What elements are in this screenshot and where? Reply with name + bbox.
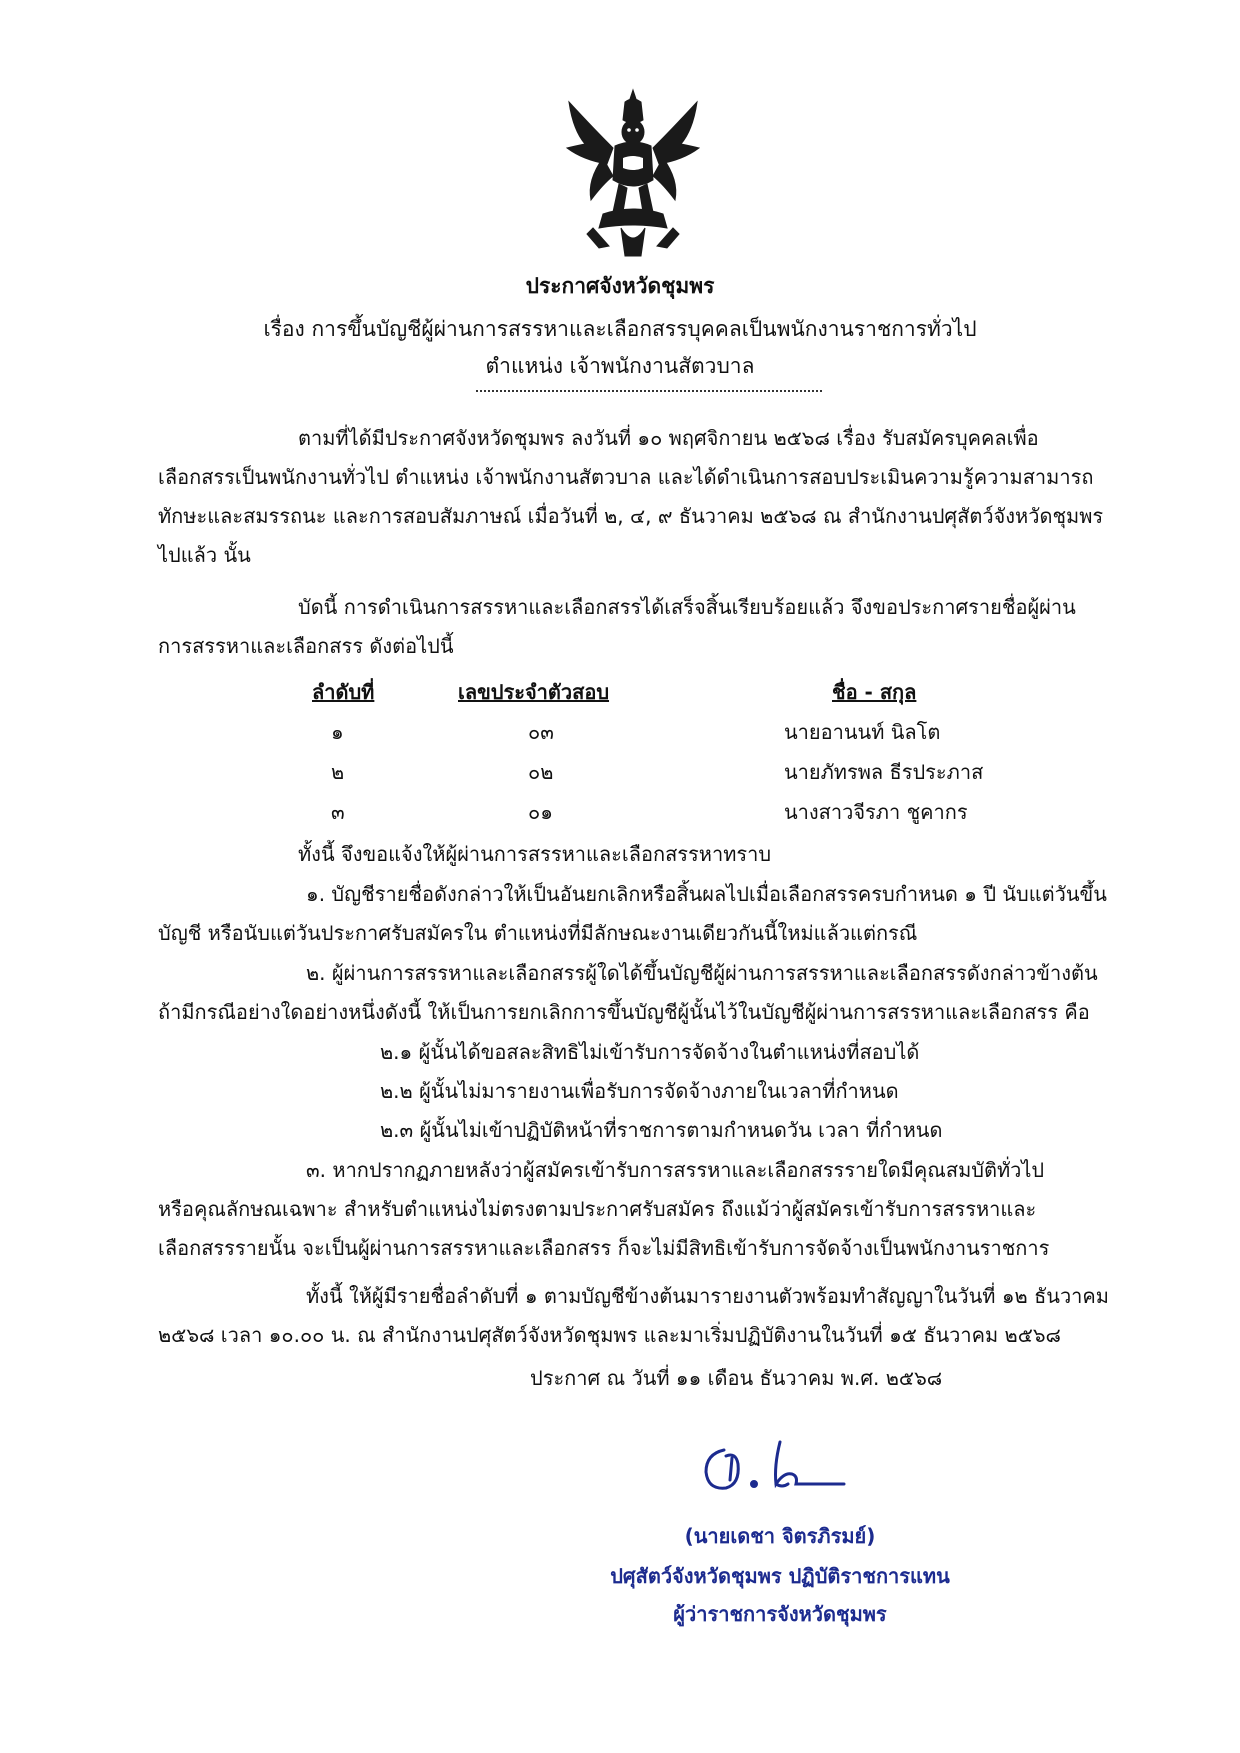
table-cell-exam-no: ๐๓: [528, 720, 554, 744]
announce-line-2: การสรรหาและเลือกสรร ดังต่อไปนี้: [158, 634, 454, 658]
table-cell-exam-no: ๐๒: [528, 760, 554, 784]
intro-line-4: ไปแล้ว นั้น: [158, 543, 251, 567]
signatory-title: ปศุสัตว์จังหวัดชุมพร ปฏิบัติราชการแทน: [610, 1564, 950, 1588]
signatory-acting-for: ผู้ว่าราชการจังหวัดชุมพร: [673, 1602, 887, 1626]
intro-line-3: ทักษะและสมรรถนะ และการสอบสัมภาษณ์ เมื่อวันที่ ๒, ๔, ๙ ธันวาคม ๒๕๖๘ ณ สำนักงานปศุสัตว์จังหวัดชุมพร: [158, 504, 1104, 528]
condition-3-line-3: เลือกสรรรายนั้น จะเป็นผู้ผ่านการสรรหาและเลือกสรร ก็จะไม่มีสิทธิเข้ารับการจัดจ้างเป็นพนักงานราชการ: [158, 1236, 1050, 1260]
condition-1-line-2: บัญชี หรือนับแต่วันประกาศรับสมัครใน ตำแหน่งที่มีลักษณะงานเดียวกันนี้ใหม่แล้วแต่กรณี: [158, 921, 918, 945]
table-cell-order: ๑: [331, 720, 344, 744]
table-cell-name: นายภัทรพล ธีรประภาส: [784, 760, 984, 784]
condition-2-line-2: ถ้ามีกรณีอย่างใดอย่างหนึ่งดังนี้ ให้เป็นการยกเลิกการขึ้นบัญชีผู้นั้นไว้ในบัญชีผู้ผ่านการสรรหาและเลือกสรร คือ: [158, 1000, 1090, 1024]
announcement-position: ตำแหน่ง เจ้าพนักงานสัตวบาล: [485, 354, 755, 378]
closing-line-2: ๒๕๖๘ เวลา ๑๐.๐๐ น. ณ สำนักงานปศุสัตว์จังหวัดชุมพร และมาเริ่มปฏิบัติงานในวันที่ ๑๕ ธันวาคม ๒๕๖๘: [158, 1323, 1061, 1347]
table-header-exam-no: เลขประจำตัวสอบ: [458, 680, 610, 704]
dotted-divider: [476, 390, 822, 392]
garuda-emblem-icon: [563, 88, 703, 258]
condition-2-3: ๒.๓ ผู้นั้นไม่เข้าปฏิบัติหน้าที่ราชการตามกำหนดวัน เวลา ที่กำหนด: [380, 1118, 943, 1142]
conditions-intro: ทั้งนี้ จึงขอแจ้งให้ผู้ผ่านการสรรหาและเลือกสรรหาทราบ: [298, 842, 772, 866]
table-cell-name: นางสาวจีรภา ชูคากร: [784, 800, 968, 824]
table-header-order: ลำดับที่: [312, 680, 375, 704]
signatory-name: (นายเดชา จิตรภิรมย์): [684, 1524, 876, 1548]
table-cell-name: นายอานนท์ นิลโต: [784, 720, 941, 744]
table-header-name: ชื่อ - สกุล: [832, 680, 917, 704]
announcement-title: ประกาศจังหวัดชุมพร: [525, 274, 715, 298]
announce-line-1: บัดนี้ การดำเนินการสรรหาและเลือกสรรได้เสร็จสิ้นเรียบร้อยแล้ว จึงขอประกาศรายชื่อผู้ผ่าน: [298, 595, 1076, 619]
condition-1-line-1: ๑. บัญชีรายชื่อดังกล่าวให้เป็นอันยกเลิกหรือสิ้นผลไปเมื่อเลือกสรรครบกำหนด ๑ ปี นับแต่วันขึ้น: [306, 882, 1107, 906]
condition-2-line-1: ๒. ผู้ผ่านการสรรหาและเลือกสรรผู้ใดได้ขึ้นบัญชีผู้ผ่านการสรรหาและเลือกสรรดังกล่าวข้างต้น: [306, 961, 1098, 985]
condition-3-line-2: หรือคุณลักษณเฉพาะ สำหรับตำแหน่งไม่ตรงตามประกาศรับสมัคร ถึงแม้ว่าผู้สมัครเข้ารับการสรรหาและ: [158, 1197, 1037, 1221]
announcement-subject: เรื่อง การขึ้นบัญชีผู้ผ่านการสรรหาและเลือกสรรบุคคลเป็นพนักงานราชการทั่วไป: [263, 317, 977, 341]
table-cell-order: ๓: [331, 800, 345, 824]
condition-2-2: ๒.๒ ผู้นั้นไม่มารายงานเพื่อรับการจัดจ้างภายในเวลาที่กำหนด: [380, 1079, 899, 1103]
condition-2-1: ๒.๑ ผู้นั้นได้ขอสละสิทธิไม่เข้ารับการจัดจ้างในตำแหน่งที่สอบได้: [380, 1040, 920, 1064]
table-cell-exam-no: ๐๑: [528, 800, 553, 824]
table-cell-order: ๒: [331, 760, 345, 784]
condition-3-line-1: ๓. หากปรากฏภายหลังว่าผู้สมัครเข้ารับการสรรหาและเลือกสรรรายใดมีคุณสมบัติทั่วไป: [306, 1158, 1045, 1182]
closing-line-1: ทั้งนี้ ให้ผู้มีรายชื่อลำดับที่ ๑ ตามบัญชีข้างต้นมารายงานตัวพร้อมทำสัญญาในวันที่ ๑๒ ธันวาคม: [306, 1284, 1109, 1308]
announcement-date: ประกาศ ณ วันที่ ๑๑ เดือน ธันวาคม พ.ศ. ๒๕๖๘: [530, 1366, 943, 1390]
intro-line-1: ตามที่ได้มีประกาศจังหวัดชุมพร ลงวันที่ ๑๐ พฤศจิกายน ๒๕๖๘ เรื่อง รับสมัครบุคคลเพื่อ: [298, 426, 1039, 450]
intro-line-2: เลือกสรรเป็นพนักงานทั่วไป ตำแหน่ง เจ้าพนักงานสัตวบาล และได้ดำเนินการสอบประเมินความรู้ความสามารถ: [158, 465, 1094, 489]
handwritten-signature: [696, 1428, 846, 1498]
